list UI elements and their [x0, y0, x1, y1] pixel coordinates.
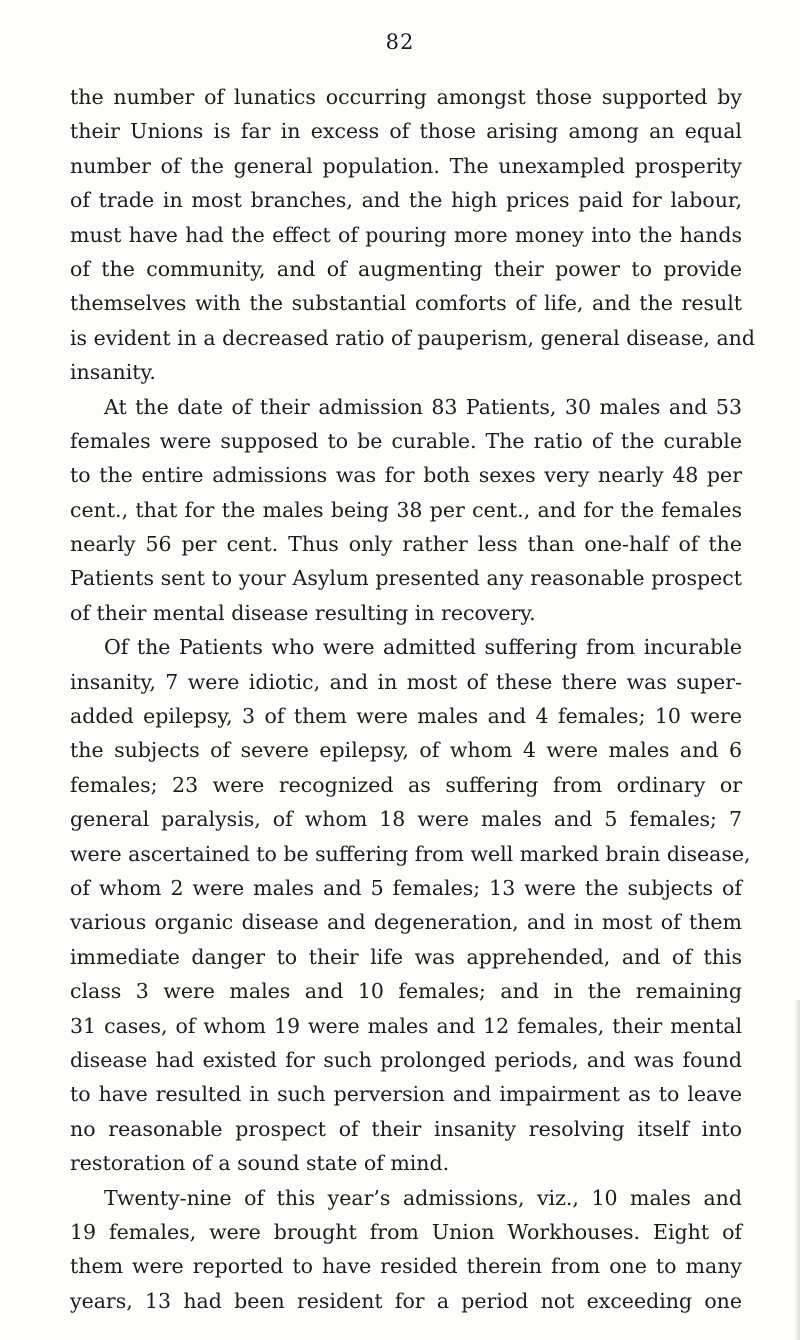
text-line: disease had existed for such prolonged periods, and was found — [70, 1047, 742, 1072]
text-line: added epilepsy, 3 of them were males and 4 females; 10 were — [70, 704, 742, 729]
text-line: them were reported to have resided therein from one to many — [70, 1254, 742, 1279]
text-line: were ascertained to be suffering from well marked brain disease, — [70, 841, 751, 866]
text-line: their Unions is far in excess of those arising among an equal — [70, 119, 742, 144]
text-line: Twenty-nine of this year’s admissions, viz., 10 males and — [104, 1185, 742, 1210]
text-line: restoration of a sound state of mind. — [70, 1151, 450, 1176]
text-line: no reasonable prospect of their insanity resolving itself into — [70, 1116, 742, 1141]
text-line: to have resulted in such perversion and impairment as to leave — [70, 1082, 742, 1107]
text-line: years, 13 had been resident for a period not exceeding one — [70, 1288, 742, 1313]
text-line: various organic disease and degeneration, and in most of them — [70, 910, 742, 935]
text-line: insanity, 7 were idiotic, and in most of these there was super- — [70, 669, 742, 694]
text-line: is evident in a decreased ratio of pauperism, general disease, and — [70, 325, 756, 350]
body-text — [70, 80, 756, 1318]
text-line: Patients sent to your Asylum presented any reasonable prospect — [70, 566, 742, 591]
text-line: of the community, and of augmenting their power to provide — [70, 256, 742, 281]
text-line: the number of lunatics occurring amongst those supported by — [70, 85, 742, 109]
page-edge-shadow — [794, 1000, 800, 1340]
text-line: the subjects of severe epilepsy, of whom 4 were males and 6 — [70, 738, 742, 763]
text-line: nearly 56 per cent. Thus only rather less than one-half of the — [70, 532, 742, 557]
text-line: females; 23 were recognized as suffering from ordinary or — [70, 772, 742, 797]
text-line: class 3 were males and 10 females; and in the remaining — [70, 979, 742, 1004]
text-line: females were supposed to be curable. The ratio of the curable — [70, 428, 742, 453]
text-line: number of the general population. The unexampled prosperity — [70, 153, 742, 178]
text-line: themselves with the substantial comforts of life, and the result — [70, 291, 742, 316]
text-line: At the date of their admission 83 Patients, 30 males and 53 — [104, 394, 742, 419]
text-line: insanity. — [70, 360, 156, 385]
text-line: to the entire admissions was for both sexes very nearly 48 per — [70, 463, 742, 488]
page-number: 82 — [385, 30, 415, 54]
text-line: Of the Patients who were admitted suffering from incurable — [104, 635, 742, 660]
text-line: of trade in most branches, and the high prices paid for labour, — [70, 188, 742, 213]
text-line: of their mental disease resulting in recovery. — [70, 600, 536, 625]
text-line: 31 cases, of whom 19 were males and 12 females, their mental — [70, 1013, 742, 1038]
text-line: general paralysis, of whom 18 were males and 5 females; 7 — [70, 807, 742, 832]
text-line: immediate danger to their life was apprehended, and of this — [70, 944, 742, 969]
text-line: of whom 2 were males and 5 females; 13 were the subjects of — [70, 875, 742, 900]
text-line: 19 females, were brought from Union Workhouses. Eight of — [70, 1219, 742, 1244]
text-line: must have had the effect of pouring more money into the hands — [70, 222, 742, 247]
text-line: cent., that for the males being 38 per cent., and for the females — [70, 497, 742, 522]
